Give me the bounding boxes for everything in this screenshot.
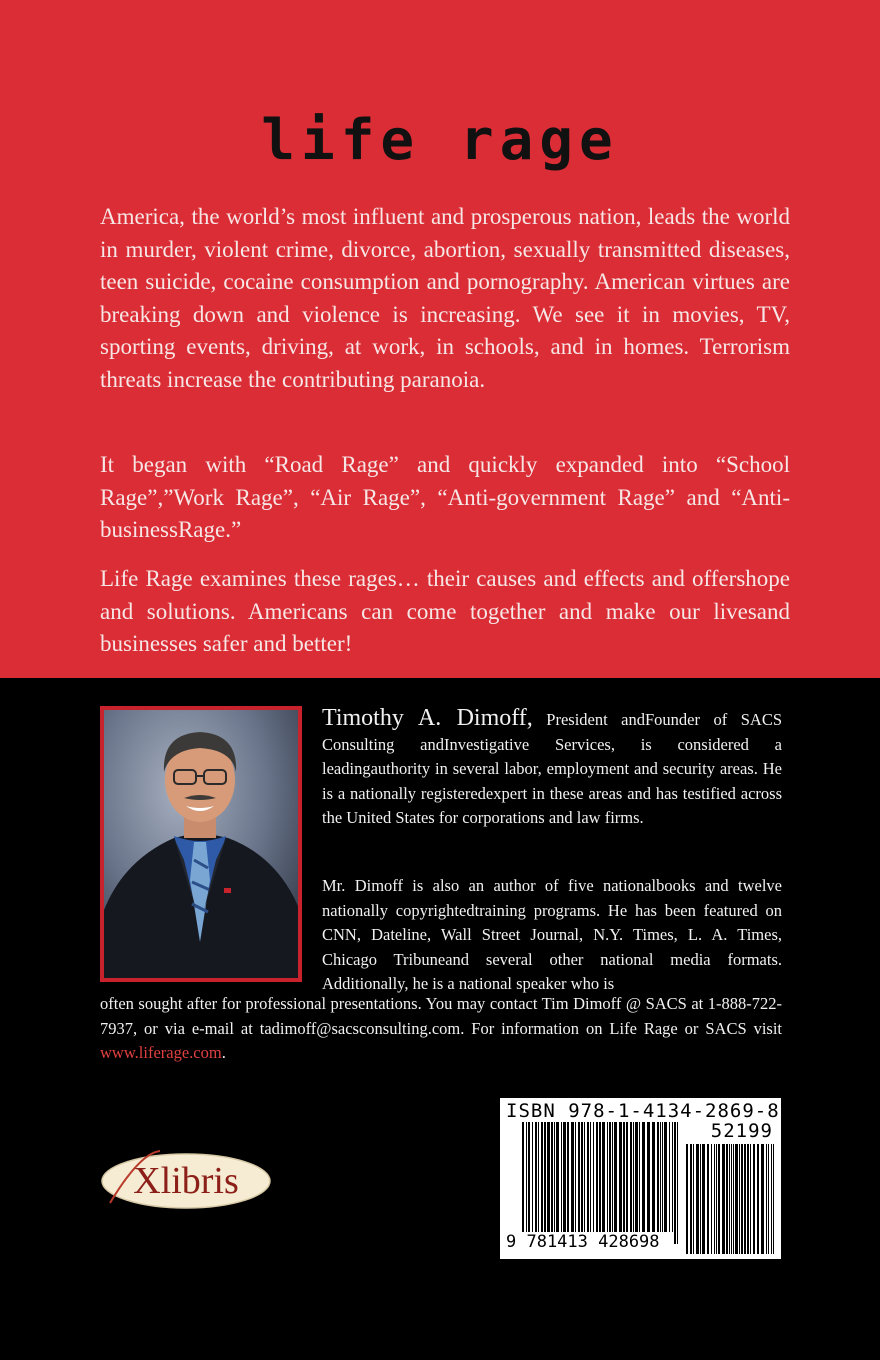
addon-barcode-bar [731, 1144, 732, 1254]
barcode-bar [607, 1122, 608, 1232]
addon-barcode-bar [690, 1144, 692, 1254]
addon-barcode-bar [711, 1144, 712, 1254]
isbn-barcode [500, 1098, 781, 1259]
barcode-bar [623, 1122, 625, 1232]
addon-barcode-bar [716, 1144, 717, 1254]
barcode-bar [528, 1122, 530, 1232]
addon-barcode-bar [718, 1144, 720, 1254]
bio-end-punctuation: . [221, 1043, 226, 1062]
barcode-bar [657, 1122, 659, 1232]
addon-barcode-bar [700, 1144, 701, 1254]
addon-barcode-bar [729, 1144, 730, 1254]
xlibris-logo-text: Xlibris [133, 1160, 239, 1202]
barcode-bar [535, 1122, 537, 1232]
website-link[interactable]: www.liferage.com [100, 1043, 222, 1062]
author-name: Timothy A. Dimoff, [322, 705, 533, 731]
author-photo [100, 706, 302, 982]
barcode-bar [538, 1122, 539, 1232]
barcode-bar [664, 1122, 667, 1232]
xlibris-logo-icon [100, 1147, 272, 1211]
ean-number: 9 781413 428698 [506, 1232, 660, 1252]
addon-barcode-bar [726, 1144, 728, 1254]
barcode-bar [614, 1122, 617, 1232]
barcode-bar [578, 1122, 580, 1232]
author-bio-paragraph-2-top: Mr. Dimoff is also an author of five nationalbooks and twelve nationally copyrightedtraining programs. He has been featured on CNN, Dateline, Wall Street Journal, N.Y. Times, L. A. Times, Chicago Tribuneand several other national media formats. Additionally, he is a national speaker who is [322, 876, 782, 993]
addon-barcode-bar [741, 1144, 743, 1254]
barcode-bar [630, 1122, 632, 1232]
barcode-bar [587, 1122, 589, 1232]
barcode-bar [662, 1122, 663, 1232]
barcode-bar [669, 1122, 670, 1232]
barcode-bar [563, 1122, 566, 1232]
addon-barcode-bar [773, 1144, 774, 1254]
addon-barcode-bar [696, 1144, 699, 1254]
addon-barcode-bar [707, 1144, 709, 1254]
blurb-paragraph-2: It began with “Road Rage” and quickly expanded into “School Rage”,”Work Rage”, “Air Rage”, “Anti-government Rage” and “Anti-businessRage.” [100, 452, 790, 542]
addon-barcode-bar [686, 1144, 688, 1254]
price-code: 52199 [710, 1120, 773, 1142]
addon-barcode-bar [714, 1144, 715, 1254]
publisher-logo [100, 1147, 272, 1211]
barcode-bar [596, 1122, 598, 1232]
barcode-bar [639, 1122, 640, 1232]
author-bio-paragraph-1 [322, 706, 782, 831]
barcode-bar [677, 1122, 678, 1244]
barcode-bar [544, 1122, 546, 1232]
barcode-bar [547, 1122, 550, 1232]
barcode-bar [672, 1122, 673, 1232]
author-bio-paragraph-2-bottom [100, 992, 782, 1066]
barcode-bar [660, 1122, 661, 1232]
addon-barcode-bar [768, 1144, 769, 1254]
author-bio-text-1: President andFounder of SACS Consulting andInvestigative Services, is considered a leadingauthority in several labor, employment and security areas. He is a nationally registeredexpert in these areas and has testified across the United States for corporations and law firms. [322, 710, 783, 827]
barcode-bar [581, 1122, 583, 1232]
addon-barcode-bar [702, 1144, 705, 1254]
addon-barcode-bar [766, 1144, 767, 1254]
addon-barcode-bar [753, 1144, 755, 1254]
barcode-bar [575, 1122, 576, 1232]
addon-barcode-bar [750, 1144, 751, 1254]
barcode-bar [556, 1122, 559, 1232]
barcode-bar [571, 1122, 574, 1232]
blurb-paragraph-1: America, the world’s most influent and prosperous nation, leads the world in murder, violent crime, divorce, abortion, sexually transmitted diseases, teen suicide, cocaine consumption and pornography. American virtues are breaking down and violence is increasing. We see it in movies, TV, sporting events, driving, at work, in schools, and in homes. Terrorism threats increase the contributing paranoia. [100, 204, 790, 392]
addon-barcode-bar [747, 1144, 749, 1254]
barcode-bar [647, 1122, 650, 1232]
barcode-bar [602, 1122, 605, 1244]
barcode-bar [609, 1122, 611, 1232]
barcode-bar [593, 1122, 594, 1232]
addon-barcode-bar [733, 1144, 734, 1254]
barcode-bar [626, 1122, 628, 1232]
addon-barcode-bar [693, 1144, 694, 1254]
barcode-bar [619, 1122, 622, 1232]
addon-barcode-bar [757, 1144, 759, 1254]
isbn-number: ISBN 978-1-4134-2869-8 [506, 1100, 780, 1122]
addon-barcode-bar [722, 1144, 725, 1254]
barcode-bar [561, 1122, 562, 1232]
red-panel [0, 0, 880, 678]
barcode-bar [599, 1122, 601, 1244]
barcode-bar [584, 1122, 585, 1232]
addon-barcode-bar [771, 1144, 772, 1254]
addon-barcode-bar [761, 1144, 764, 1254]
barcode-bar [551, 1122, 553, 1232]
barcode-bar [642, 1122, 645, 1232]
barcode-bar [674, 1122, 676, 1244]
barcode-bar [652, 1122, 655, 1232]
barcode-bar [522, 1122, 524, 1244]
barcode-bar [612, 1122, 613, 1232]
book-title: life rage [261, 108, 619, 173]
barcode-bar [554, 1122, 555, 1232]
barcode-bar [532, 1122, 533, 1232]
barcode-bar [590, 1122, 591, 1232]
barcode-bar [526, 1122, 527, 1232]
author-contact-text: often sought after for professional presentations. You may contact Tim Dimoff @ SACS at 1-888-722-7937, or via e-mail at tadimoff@sacsconsulting.com. For information on Life Rage or SACS visit [100, 994, 782, 1038]
barcode-bar [633, 1122, 634, 1232]
barcode-bar [635, 1122, 638, 1232]
addon-barcode-bar [744, 1144, 746, 1254]
addon-barcode-bar [739, 1144, 740, 1254]
blurb-paragraph-3: Life Rage examines these rages… their causes and effects and offershope and solutions. Americans can come together and make our livesand businesses safer and better! [100, 566, 790, 656]
barcode-bar [541, 1122, 543, 1232]
barcode-bar [567, 1122, 569, 1232]
addon-barcode-bar [735, 1144, 738, 1254]
author-portrait-icon [104, 710, 298, 978]
